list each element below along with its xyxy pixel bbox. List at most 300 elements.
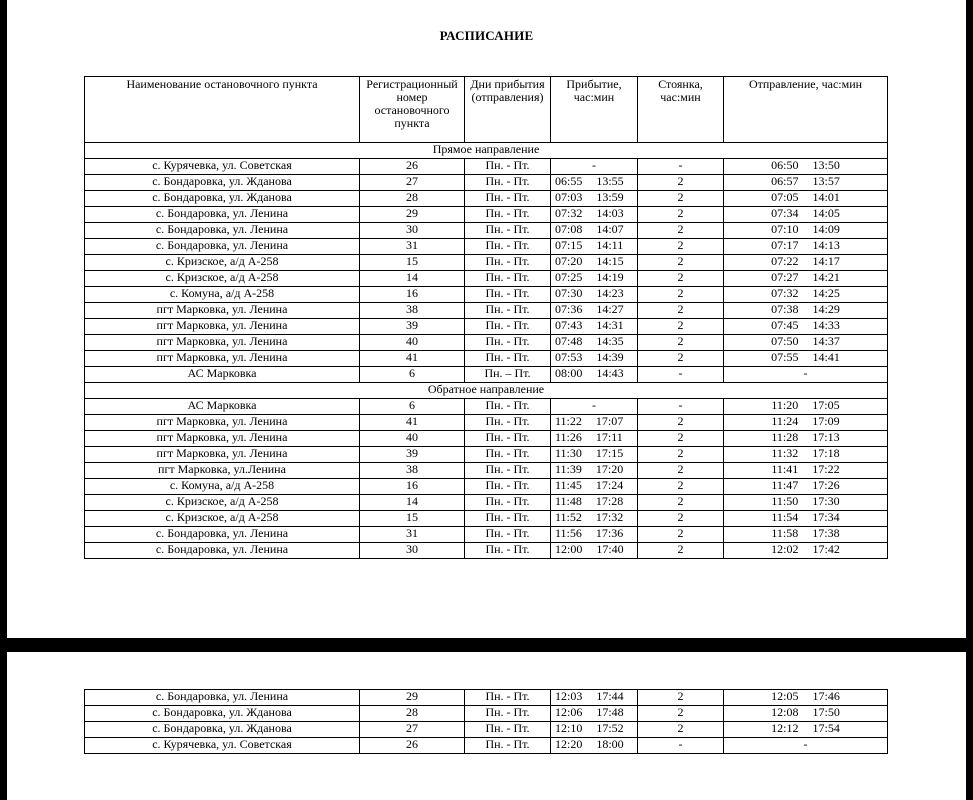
reg-number-cell: 16 [360, 287, 465, 303]
stay-cell: 2 [638, 479, 724, 495]
departure-time-1: 11:47 [771, 478, 799, 492]
arrival-cell [551, 207, 638, 223]
reg-number-cell: 40 [360, 335, 465, 351]
departure-time-2: 17:26 [812, 478, 840, 492]
stop-name-cell: АС Марковка [85, 399, 360, 415]
departure-time-2: 14:33 [812, 318, 840, 332]
departure-cell [724, 159, 888, 175]
days-cell: Пн. - Пт. [465, 255, 551, 271]
stay-cell: 2 [638, 463, 724, 479]
reg-number-cell: 38 [360, 463, 465, 479]
days-cell: Пн. - Пт. [465, 207, 551, 223]
table-row [85, 543, 888, 559]
table-row [85, 415, 888, 431]
table-row [85, 738, 888, 754]
reg-number-cell: 29 [360, 690, 465, 706]
arrival-time-2: 13:59 [596, 190, 624, 204]
days-cell: Пн. - Пт. [465, 479, 551, 495]
arrival-time-1: 12:03 [555, 689, 583, 703]
table-row [85, 706, 888, 722]
reg-number-cell: 14 [360, 495, 465, 511]
schedule-table-continued [84, 689, 888, 754]
days-cell: Пн. - Пт. [465, 223, 551, 239]
reg-number-cell: 6 [360, 399, 465, 415]
arrival-time-1: 07:30 [555, 286, 583, 300]
stay-cell: 2 [638, 447, 724, 463]
stay-cell: - [638, 367, 724, 383]
header-stay: Стоянка, час:мин [638, 77, 724, 143]
departure-cell [724, 447, 888, 463]
days-cell: Пн. - Пт. [465, 706, 551, 722]
arrival-time-1: 12:10 [555, 721, 583, 735]
table-row [85, 690, 888, 706]
stay-cell: 2 [638, 543, 724, 559]
stay-cell: - [638, 738, 724, 754]
departure-time-2: 14:17 [812, 254, 840, 268]
arrival-time-2: 14:27 [596, 302, 624, 316]
reg-number-cell: 38 [360, 303, 465, 319]
table-row [85, 495, 888, 511]
departure-cell [724, 335, 888, 351]
arrival-cell [551, 287, 638, 303]
arrival-time-2: 14:07 [596, 222, 624, 236]
departure-time-1: 11:24 [771, 414, 799, 428]
header-departure: Отправление, час:мин [724, 77, 888, 143]
reg-number-cell: 26 [360, 738, 465, 754]
reg-number-cell: 39 [360, 447, 465, 463]
stop-name-cell: с. Бондаровка, ул. Жданова [85, 175, 360, 191]
days-cell: Пн. - Пт. [465, 303, 551, 319]
table-row [85, 223, 888, 239]
section-row-backward [85, 383, 888, 399]
departure-cell [724, 175, 888, 191]
stop-name-cell: с. Комуна, а/д А-258 [85, 287, 360, 303]
departure-cell [724, 415, 888, 431]
stop-name-cell: с. Бондаровка, ул. Ленина [85, 690, 360, 706]
departure-time-2: 17:38 [812, 526, 840, 540]
arrival-time-2: 14:39 [596, 350, 624, 364]
stay-cell: 2 [638, 271, 724, 287]
stay-cell: 2 [638, 511, 724, 527]
departure-time-1: 07:32 [771, 286, 799, 300]
departure-time-1: - [803, 737, 808, 751]
reg-number-cell: 31 [360, 239, 465, 255]
days-cell: Пн. - Пт. [465, 159, 551, 175]
stay-cell: 2 [638, 287, 724, 303]
reg-number-cell: 30 [360, 223, 465, 239]
departure-time-2: 17:18 [812, 446, 840, 460]
departure-time-1: 07:17 [771, 238, 799, 252]
forward-direction-body [85, 143, 888, 383]
stop-name-cell: с. Комуна, а/д А-258 [85, 479, 360, 495]
arrival-time-2: 14:23 [596, 286, 624, 300]
arrival-time-2: 14:03 [596, 206, 624, 220]
departure-time-2: 17:22 [812, 462, 840, 476]
reg-number-cell: 39 [360, 319, 465, 335]
stay-cell: 2 [638, 722, 724, 738]
arrival-time-1: 11:56 [555, 526, 582, 540]
departure-time-2: 17:54 [812, 721, 840, 735]
departure-cell [724, 690, 888, 706]
arrival-time-1: 07:53 [555, 350, 583, 364]
departure-time-2: 17:13 [812, 430, 840, 444]
table-row [85, 722, 888, 738]
departure-cell [724, 463, 888, 479]
arrival-time-1: 11:48 [555, 494, 582, 508]
arrival-cell [551, 159, 638, 175]
departure-cell [724, 706, 888, 722]
arrival-cell [551, 367, 638, 383]
departure-time-2: 14:09 [812, 222, 840, 236]
arrival-cell [551, 399, 638, 415]
stop-name-cell: пгт Марковка, ул. Ленина [85, 351, 360, 367]
stop-name-cell: с. Бондаровка, ул. Жданова [85, 706, 360, 722]
departure-cell [724, 399, 888, 415]
stay-cell: 2 [638, 255, 724, 271]
backward-direction-body [85, 383, 888, 559]
days-cell: Пн. - Пт. [465, 495, 551, 511]
departure-time-2: 17:05 [812, 398, 840, 412]
days-cell: Пн. - Пт. [465, 271, 551, 287]
stay-cell: 2 [638, 431, 724, 447]
arrival-time-1: 07:03 [555, 190, 583, 204]
reg-number-cell: 6 [360, 367, 465, 383]
reg-number-cell: 14 [360, 271, 465, 287]
stop-name-cell: с. Бондаровка, ул. Ленина [85, 207, 360, 223]
stop-name-cell: пгт Марковка, ул. Ленина [85, 303, 360, 319]
departure-cell [724, 287, 888, 303]
reg-number-cell: 16 [360, 479, 465, 495]
stop-name-cell: с. Бондаровка, ул. Ленина [85, 543, 360, 559]
arrival-time-2: 13:55 [596, 174, 624, 188]
reg-number-cell: 28 [360, 706, 465, 722]
reg-number-cell: 29 [360, 207, 465, 223]
arrival-cell [551, 690, 638, 706]
stop-name-cell: пгт Марковка, ул. Ленина [85, 319, 360, 335]
departure-time-2: 17:30 [812, 494, 840, 508]
stay-cell: 2 [638, 351, 724, 367]
departure-time-1: 12:08 [771, 705, 799, 719]
arrival-time-2: 17:15 [595, 446, 624, 460]
departure-cell [724, 431, 888, 447]
days-cell: Пн. - Пт. [465, 527, 551, 543]
arrival-time-1: 07:20 [555, 254, 583, 268]
departure-cell [724, 303, 888, 319]
departure-cell [724, 543, 888, 559]
departure-time-1: 07:34 [771, 206, 799, 220]
stop-name-cell: с. Бондаровка, ул. Жданова [85, 722, 360, 738]
reg-number-cell: 41 [360, 351, 465, 367]
table-row [85, 511, 888, 527]
arrival-time-1: 11:45 [555, 478, 582, 492]
days-cell: Пн. - Пт. [465, 239, 551, 255]
departure-time-1: 07:22 [771, 254, 799, 268]
reg-number-cell: 27 [360, 722, 465, 738]
stop-name-cell: с. Кризское, а/д А-258 [85, 511, 360, 527]
departure-time-1: 12:12 [771, 721, 799, 735]
stop-name-cell: с. Кризское, а/д А-258 [85, 271, 360, 287]
arrival-cell [551, 738, 638, 754]
departure-time-1: 11:28 [771, 430, 799, 444]
arrival-time-2: 17:36 [595, 526, 624, 540]
table-row [85, 319, 888, 335]
departure-time-2: 13:50 [812, 158, 840, 172]
stay-cell: 2 [638, 495, 724, 511]
departure-time-2: 14:41 [812, 350, 840, 364]
departure-cell [724, 223, 888, 239]
stay-cell: 2 [638, 303, 724, 319]
stay-cell: 2 [638, 706, 724, 722]
departure-time-1: 11:58 [771, 526, 799, 540]
arrival-time-2: 18:00 [596, 737, 624, 751]
arrival-time-1: 12:00 [555, 542, 583, 556]
table-row [85, 207, 888, 223]
departure-time-1: 07:55 [771, 350, 799, 364]
arrival-time-2: 17:32 [595, 510, 624, 524]
arrival-time-2: 17:20 [595, 462, 624, 476]
table-row [85, 239, 888, 255]
stop-name-cell: с. Курячевка, ул. Советская [85, 738, 360, 754]
departure-cell [724, 191, 888, 207]
departure-time-1: 07:27 [771, 270, 799, 284]
arrival-time-2: 14:43 [596, 366, 624, 380]
departure-time-1: 07:10 [771, 222, 799, 236]
days-cell: Пн. - Пт. [465, 447, 551, 463]
arrival-cell [551, 463, 638, 479]
arrival-cell [551, 495, 638, 511]
arrival-cell [551, 191, 638, 207]
days-cell: Пн. - Пт. [465, 287, 551, 303]
table-row [85, 351, 888, 367]
departure-cell [724, 319, 888, 335]
departure-time-2: 17:34 [812, 510, 840, 524]
reg-number-cell: 41 [360, 415, 465, 431]
arrival-cell [551, 722, 638, 738]
arrival-time-1: 11:52 [555, 510, 582, 524]
arrival-cell [551, 319, 638, 335]
arrival-time-1: 11:30 [555, 446, 582, 460]
departure-time-2: 17:42 [812, 542, 840, 556]
days-cell: Пн. – Пт. [465, 367, 551, 383]
departure-time-1: 12:05 [771, 689, 799, 703]
arrival-cell [551, 239, 638, 255]
arrival-time-1: 12:06 [555, 705, 583, 719]
stop-name-cell: пгт Марковка, ул. Ленина [85, 415, 360, 431]
stay-cell: 2 [638, 191, 724, 207]
schedule-table [84, 76, 888, 559]
departure-time-1: 07:38 [771, 302, 799, 316]
arrival-time-2: 17:48 [596, 705, 624, 719]
backward-direction-label: Обратное направление [85, 383, 888, 399]
departure-time-2: 13:57 [812, 174, 840, 188]
departure-time-2: 17:50 [812, 705, 840, 719]
reg-number-cell: 40 [360, 431, 465, 447]
days-cell: Пн. - Пт. [465, 191, 551, 207]
page-frame-right [966, 0, 973, 800]
arrival-time-1: 08:00 [555, 366, 583, 380]
arrival-cell [551, 271, 638, 287]
stop-name-cell: с. Бондаровка, ул. Жданова [85, 191, 360, 207]
days-cell: Пн. - Пт. [465, 543, 551, 559]
arrival-cell [551, 479, 638, 495]
arrival-time-2: 14:19 [596, 270, 624, 284]
departure-cell [724, 351, 888, 367]
departure-time-2: 14:25 [812, 286, 840, 300]
stop-name-cell: с. Кризское, а/д А-258 [85, 255, 360, 271]
arrival-time-1: 07:15 [555, 238, 583, 252]
days-cell: Пн. - Пт. [465, 415, 551, 431]
departure-cell [724, 207, 888, 223]
arrival-cell [551, 511, 638, 527]
departure-time-1: 07:05 [771, 190, 799, 204]
departure-cell [724, 479, 888, 495]
table-row [85, 399, 888, 415]
arrival-cell [551, 447, 638, 463]
arrival-time-1: 07:36 [555, 302, 583, 316]
days-cell: Пн. - Пт. [465, 351, 551, 367]
section-row-forward [85, 143, 888, 159]
departure-time-2: 14:21 [812, 270, 840, 284]
arrival-cell [551, 175, 638, 191]
arrival-cell [551, 303, 638, 319]
departure-time-1: 11:20 [771, 398, 799, 412]
departure-time-2: 17:09 [812, 414, 840, 428]
days-cell: Пн. - Пт. [465, 738, 551, 754]
table-row [85, 287, 888, 303]
table-row [85, 255, 888, 271]
arrival-time-2: 17:28 [595, 494, 624, 508]
arrival-time-1: 12:20 [555, 737, 583, 751]
stop-name-cell: с. Бондаровка, ул. Ленина [85, 527, 360, 543]
stay-cell: 2 [638, 207, 724, 223]
departure-time-1: 06:57 [771, 174, 799, 188]
arrival-time-2: 17:44 [596, 689, 624, 703]
departure-cell [724, 255, 888, 271]
reg-number-cell: 27 [360, 175, 465, 191]
reg-number-cell: 31 [360, 527, 465, 543]
header-reg: Регистрационный номер остановочного пункта [360, 77, 465, 143]
days-cell: Пн. - Пт. [465, 335, 551, 351]
table-row [85, 271, 888, 287]
page-frame-left [0, 0, 7, 800]
stop-name-cell: пгт Марковка, ул.Ленина [85, 463, 360, 479]
stay-cell: 2 [638, 239, 724, 255]
days-cell: Пн. - Пт. [465, 463, 551, 479]
stay-cell: 2 [638, 527, 724, 543]
stop-name-cell: с. Курячевка, ул. Советская [85, 159, 360, 175]
arrival-cell [551, 351, 638, 367]
table-row [85, 431, 888, 447]
arrival-cell [551, 543, 638, 559]
stay-cell: 2 [638, 415, 724, 431]
table-row [85, 479, 888, 495]
stop-name-cell: пгт Марковка, ул. Ленина [85, 335, 360, 351]
stop-name-cell: с. Бондаровка, ул. Ленина [85, 239, 360, 255]
arrival-time-2: 17:11 [595, 430, 623, 444]
departure-time-1: 11:50 [771, 494, 799, 508]
forward-direction-label: Прямое направление [85, 143, 888, 159]
stop-name-cell: с. Кризское, а/д А-258 [85, 495, 360, 511]
departure-time-1: 07:45 [771, 318, 799, 332]
arrival-time-1: 06:55 [555, 174, 583, 188]
arrival-time-1: 07:25 [555, 270, 583, 284]
table-row [85, 367, 888, 383]
arrival-time-2: 17:24 [595, 478, 624, 492]
arrival-cell [551, 527, 638, 543]
departure-time-2: 14:13 [812, 238, 840, 252]
departure-time-2: 14:05 [812, 206, 840, 220]
departure-time-2: 14:29 [812, 302, 840, 316]
arrival-time-2: 14:15 [596, 254, 624, 268]
stay-cell: 2 [638, 223, 724, 239]
days-cell: Пн. - Пт. [465, 690, 551, 706]
days-cell: Пн. - Пт. [465, 175, 551, 191]
stay-cell: - [638, 399, 724, 415]
arrival-time-2: 17:52 [596, 721, 624, 735]
reg-number-cell: 15 [360, 255, 465, 271]
departure-cell [724, 271, 888, 287]
days-cell: Пн. - Пт. [465, 319, 551, 335]
arrival-time-2: 17:40 [596, 542, 624, 556]
days-cell: Пн. - Пт. [465, 511, 551, 527]
departure-time-1: - [803, 366, 808, 380]
departure-time-1: 11:54 [771, 510, 799, 524]
reg-number-cell: 26 [360, 159, 465, 175]
header-stop: Наименование остановочного пункта [85, 77, 360, 143]
table-header-row [85, 77, 888, 143]
table-row [85, 303, 888, 319]
departure-cell [724, 511, 888, 527]
reg-number-cell: 28 [360, 191, 465, 207]
arrival-time-1: 11:22 [555, 414, 582, 428]
arrival-time-1: 07:48 [555, 334, 583, 348]
page-title: РАСПИСАНИЕ [439, 28, 534, 43]
table-row [85, 335, 888, 351]
stay-cell: - [638, 159, 724, 175]
days-cell: Пн. - Пт. [465, 399, 551, 415]
departure-time-1: 06:50 [771, 158, 799, 172]
departure-cell [724, 527, 888, 543]
arrival-time-1: 07:08 [555, 222, 583, 236]
header-arrival: Прибытие, час:мин [551, 77, 638, 143]
stop-name-cell: с. Бондаровка, ул. Ленина [85, 223, 360, 239]
departure-cell [724, 738, 888, 754]
departure-cell [724, 239, 888, 255]
stay-cell: 2 [638, 335, 724, 351]
stop-name-cell: АС Марковка [85, 367, 360, 383]
arrival-cell [551, 431, 638, 447]
departure-cell [724, 722, 888, 738]
arrival-cell [551, 255, 638, 271]
departure-cell [724, 495, 888, 511]
reg-number-cell: 30 [360, 543, 465, 559]
table-row [85, 159, 888, 175]
departure-time-1: 11:32 [771, 446, 799, 460]
reg-number-cell: 15 [360, 511, 465, 527]
arrival-cell [551, 223, 638, 239]
stay-cell: 2 [638, 175, 724, 191]
arrival-cell [551, 706, 638, 722]
stay-cell: 2 [638, 690, 724, 706]
departure-time-2: 17:46 [812, 689, 840, 703]
arrival-time-2: 17:07 [595, 414, 624, 428]
table-row [85, 463, 888, 479]
arrival-time-1: - [592, 398, 596, 412]
table-row [85, 447, 888, 463]
departure-time-2: 14:01 [812, 190, 840, 204]
arrival-time-1: 11:39 [555, 462, 582, 476]
table-row [85, 527, 888, 543]
